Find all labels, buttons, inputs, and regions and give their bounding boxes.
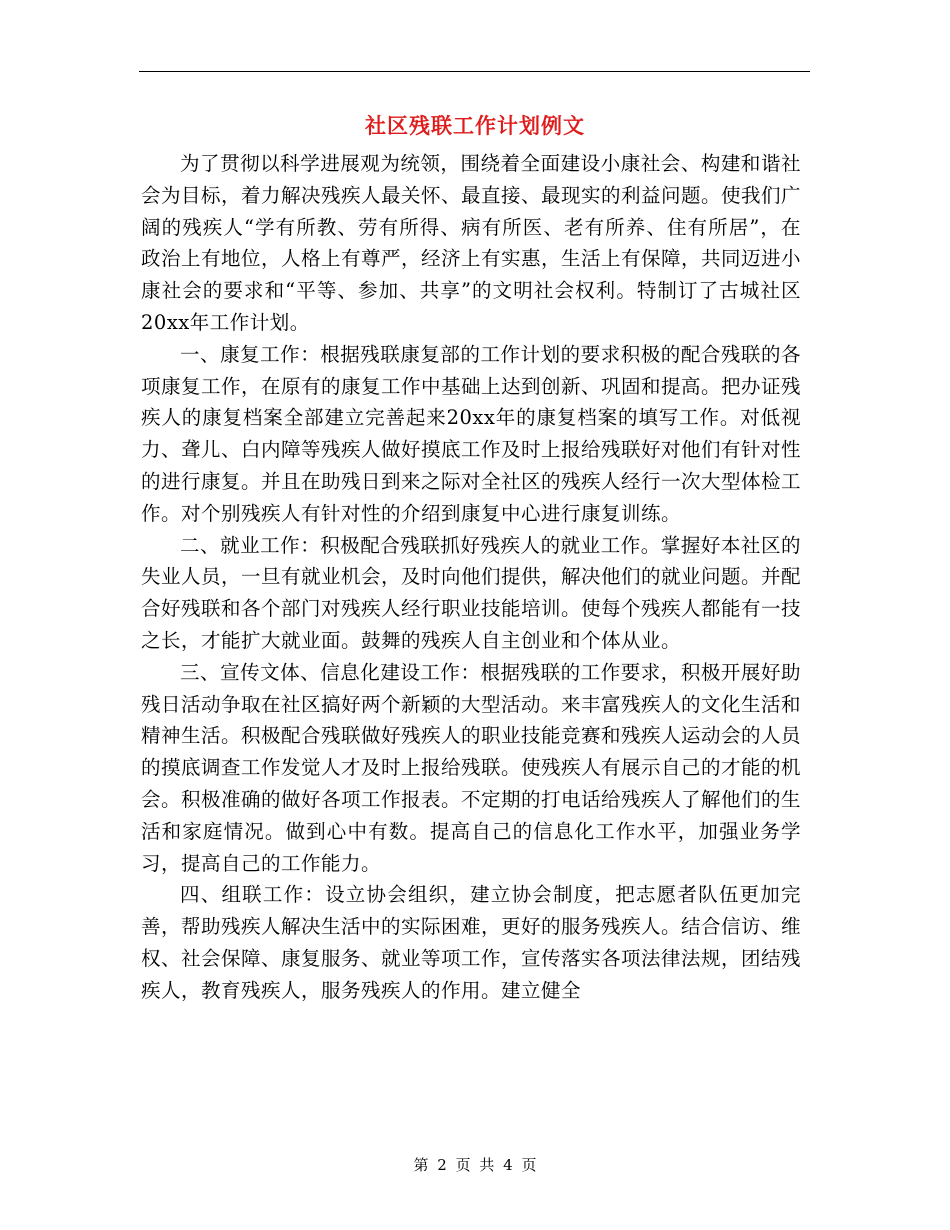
paragraph-employment: 二、就业工作：积极配合残联抓好残疾人的就业工作。掌握好本社区的失业人员，一旦有就业机会，及时向他们提供，解决他们的就业问题。并配合好残联和各个部门对残疾人经行职业技能培训。使每个残疾人都能有一技之长，才能扩大就业面。鼓舞的残疾人自主创业和个体从业。 xyxy=(141,533,802,652)
paragraph-intro: 为了贯彻以科学进展观为统领，围绕着全面建设小康社会、构建和谐社会为目标，着力解决残疾人最关怀、最直接、最现实的利益问题。使我们广阔的残疾人“学有所教、劳有所得、病有所医、老有所养、住有所居”，在政治上有地位，人格上有尊严，经济上有实惠，生活上有保障，共同迈进小康社会的要求和“平等、参加、共享”的文明社会权利。特制订了古城社区20xx年工作计划。 xyxy=(141,152,802,334)
paragraph-rehabilitation: 一、康复工作：根据残联康复部的工作计划的要求积极的配合残联的各项康复工作，在原有的康复工作中基础上达到创新、巩固和提高。把办证残疾人的康复档案全部建立完善起来20xx年的康复档案的填写工作。对低视力、聋儿、白内障等残疾人做好摸底工作及时上报给残联好对他们有针对性的进行康复。并且在助残日到来之际对全社区的残疾人经行一次大型体检工作。对个别残疾人有针对性的介绍到康复中心进行康复训练。 xyxy=(141,342,802,525)
page-number: 第 2 页 共 4 页 xyxy=(413,1156,537,1174)
document-body xyxy=(141,148,801,1007)
header-rule xyxy=(139,71,810,72)
paragraph-organization: 四、组联工作：设立协会组织，建立协会制度，把志愿者队伍更加完善，帮助残疾人解决生活中的实际困难，更好的服务残疾人。结合信访、维权、社会保障、康复服务、就业等项工作，宣传落实各项法律法规，团结残疾人，教育残疾人，服务残疾人的作用。建立健全 xyxy=(141,883,802,1002)
paragraph-publicity: 三、宣传文体、信息化建设工作：根据残联的工作要求，积极开展好助残日活动争取在社区搞好两个新颖的大型活动。来丰富残疾人的文化生活和精神生活。积极配合残联做好残疾人的职业技能竞赛和残疾人运动会的人员的摸底调查工作发觉人才及时上报给残联。使残疾人有展示自己的才能的机会。积极准确的做好各项工作报表。不定期的打电话给残疾人了解他们的生活和家庭情况。做到心中有数。提高自己的信息化工作水平，加强业务学习，提高自己的工作能力。 xyxy=(141,660,802,875)
document-title: 社区残联工作计划例文 xyxy=(365,113,585,138)
